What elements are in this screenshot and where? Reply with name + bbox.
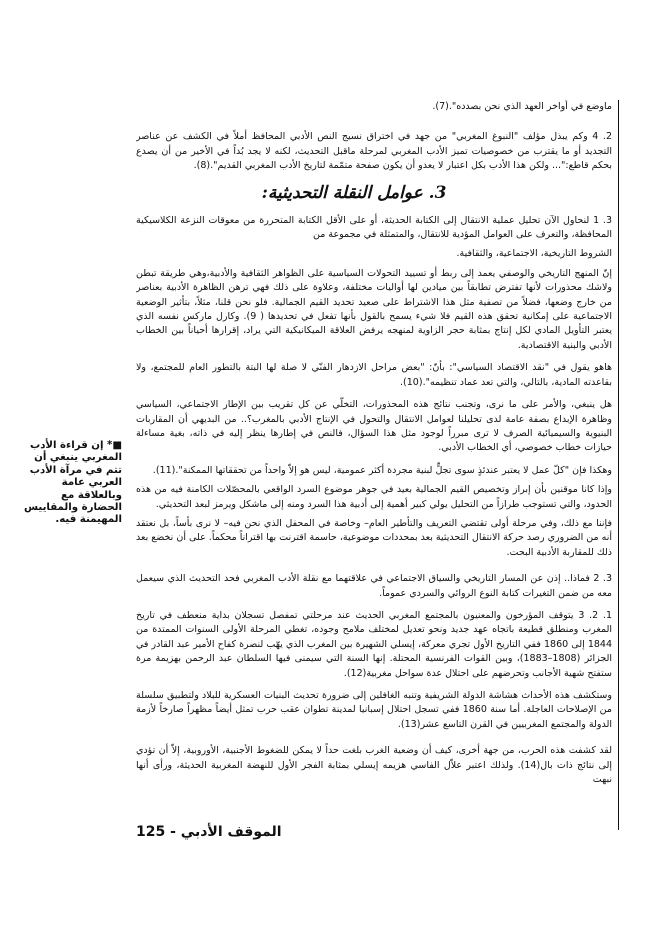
paragraph-7: هل ينبغي، والأمر على ما نرى، وتجنب نتائج هذه المحذورات، التخلّي عن كل تقريب بين الإطار الاجتماعي، السياسي وظاهرة الإبداع بصفة عامة لدى تحليلنا لعوامل الانتقال والتحول في الإنتاج الأدبي بالمغرب؟.. من البديهي أن المقاربات البنيوية والسيميائية الصرف لا ترى مبرراً لوجود مثل هذا السؤال، فالنص في إطارها ينظر إليه في ذاته، بغية مساءلة حيازات خطاب خصوصي، أي الخطاب الأدبي. bbox=[136, 399, 612, 454]
section-heading: 3. عوامل النقلة التحديثية: bbox=[261, 182, 447, 203]
paragraph-3: 3. 1 لنحاول الآن تحليل عملية الانتقال إلى الكتابة الحديثة، أو على الأقل الكتابة المتحررة من معوقات النزعة الكلاسيكية المحافظة، والتعرف على العوامل المؤدية للانتقال، والمتمثلة في مجموعة من bbox=[136, 214, 612, 241]
paragraph-11: 3. 2 فماذا.. إذن عن المسار التاريخي والسياق الاجتماعي في علاقتهما مع نقلة الأدب المغربي فحد التحديث الذي سيعمل معه من ضمن التغيرات كتابة النوع الروائي والسردي عموماً. bbox=[136, 573, 612, 599]
paragraph-14: لقد كشفت هذه الحرب، من جهة أخرى، كيف أن وضعية الغرب بلغت حداً لا يمكن للضغوط الأجنبية، الأوروبية، إلاّ أن تؤدي إلى نتائج ذات بال(14). ولذلك اعتبر علاّل الفاسي هزيمه إيسلي بمثابة الفجر الأول للنهضة المغربية الحديثة، ورأى أنها نبهت bbox=[136, 745, 612, 786]
paragraph-6: هاهو يقول في "نقد الاقتصاد السياسي": بأنّ: "بعض مراحل الازدهار الفنّي لا صلة لها البتة بالتطور العام للمجتمع، ولا بقاعدته المادية، بالتالي، والتي تعد عماد تنظيمه".(10). bbox=[136, 362, 612, 388]
paragraph-4: الشروط التاريخية، الاجتماعية، والثقافية. bbox=[456, 248, 612, 260]
paragraph-10: فإننا مع ذلك، وفي مرحلة أولى تقتضي التعريف والتأطير العام– وخاصة في المحفل الذي نحن فيه– لا نرى بأساً، بل نعتقد أنه من الضروري رصد حركة الانتقال التحديثية بعد بمحددات موضوعية، حاسمة اقترنت بها اقتراناً محكماً. على أن نخضع بعد ذلك للمقاربة الأدبية البحت. bbox=[136, 517, 612, 558]
page-footer: الموقف الأدبي - 125 bbox=[136, 824, 282, 840]
paragraph-12: 1. 2. 3 يتوقف المؤرخون والمعنيون بالمجتمع المغربي الحديث عند مرحلتي تمفصل تسجلان بداية منعطف في تاريخ المغرب ومنطلق قطيعة باتجاه عهد جديد ونحو تعديل لمختلف ملامح وجوده، تغطي المرحلة الأولى السنوات الممتدة من 1844 إلى 1860 ففي التاريخ الأول تجري معركة، إيسلي الشهيرة بين المغرب الذي يهّب لنصرة كفاح الأمير عبد القادر في الجزائر (1808–1883)، وبين القوات الفرنسية المحتلة. إنها السنة التي سيمنى فيها السلطان عبد الرحمن بهزيمة مرة ستفتح شهية الأجانب وتحرضهم على احتلال عدة سواحل مغربية(12). bbox=[136, 609, 613, 679]
paragraph-2: 2. 4 وكم يبذل مؤلف "النبوغ المغربي" من جهد في اختراق نسيج النص الأدبي المحافظ أملاً في الكشف عن عناصر التجديد أو ما يقترب من خصوصيات تميز الأدب المغربي لمرحلة ماقبل التحديث، لكنه لا يجد بُداً في الأخير من أن يصدع بحكم قاطع:"... ولكن هذا الأدب بكل اعتبار لا يعدو أن يكون صفحة متمّمة لتاريخ الأدب المغربي القديم".(8). bbox=[136, 131, 612, 172]
paragraph-5: إنّ المنهج التاريخي والوصفي يعمد إلى ربط أو تسييد التحولات السياسية على الظواهر الثقافية والأدبية،وهي طريقة تبطن ولاشك محذورات لأنها تفترض تطابقاً بين ميادين لها أواليات مختلفة، وعلاوة على ذلك فهي ترهن الظاهرة الأدبية بعناصر من خارج وضعها، فضلاً من تصفية مثل هذا الاشتراط على صعيد تحديد القيم الجمالية. فلو نحن قلنا، مثلاً، بتأثير الوضعية الاجتماعية على إمكانية تحقق هذه القيم فلا شيء يسمح بالقول بأنها تفعل في تحديدها ( 9). وكارل ماركس نفسه الذي يعتبر التأويل المادي لكل إنتاج بمثابة حجر الزاوية لمنهجه يرفض العلاقة الميكانيكية التي يراد، إقرارها أحياناً بين الخطاب الأدبي والبنية الاقتصادية. bbox=[136, 267, 612, 351]
paragraph-1: ماوضع في أواخر العهد الذي نحن بصدده".(7). bbox=[432, 101, 612, 112]
paragraph-9: وإذا كانا موقنين بأن إبراز وتخصيص القيم الجمالية بعيد في جوهر موضوع السرد الواقعي بالمحصّلات الكامنة فيه من هذه الحدود، والتي تستوجب طرازاً من التحليل يولي كبير أهمية إلى أدبية هذا السرد ومنه إلى ماشكل ويرمز لبعد التحديثي. bbox=[136, 484, 612, 510]
paragraph-13: وستكشف هذه الأحداث هشاشة الدولة الشريفية وتنبه الغافلين إلى ضرورة تحديث البنيات العسكرية للبلاد ولتطبيق سلسلة من الإصلاحات العاجلة. أما سنة 1860 ففي تسجل احتلال إسبانيا لمدينة تطوان عقب حرب تمثل أيضاً مظهراً صارخاً لأزمة الدولة والمجتمع المغربيين في القرن التاسع عشر(13). bbox=[136, 690, 612, 730]
paragraph-8: وهكذا فإن "كلّ عمل لا يعتبر عندئذٍ سوى تجلٍّ لبنية مجردة أكثر عمومية، ليس هو إلاّ واحداً من تحققاتها الممكنة".(11). bbox=[152, 464, 612, 476]
sidebar-pull-quote: ■* إن قراءة الأدب المغربي ينبغي أن تتم في مرآة الأدب العربي عامة وبالعلاقة مع الحضارة والمقاييس المهيمنة فيه. bbox=[24, 440, 122, 526]
article-column bbox=[136, 100, 619, 830]
